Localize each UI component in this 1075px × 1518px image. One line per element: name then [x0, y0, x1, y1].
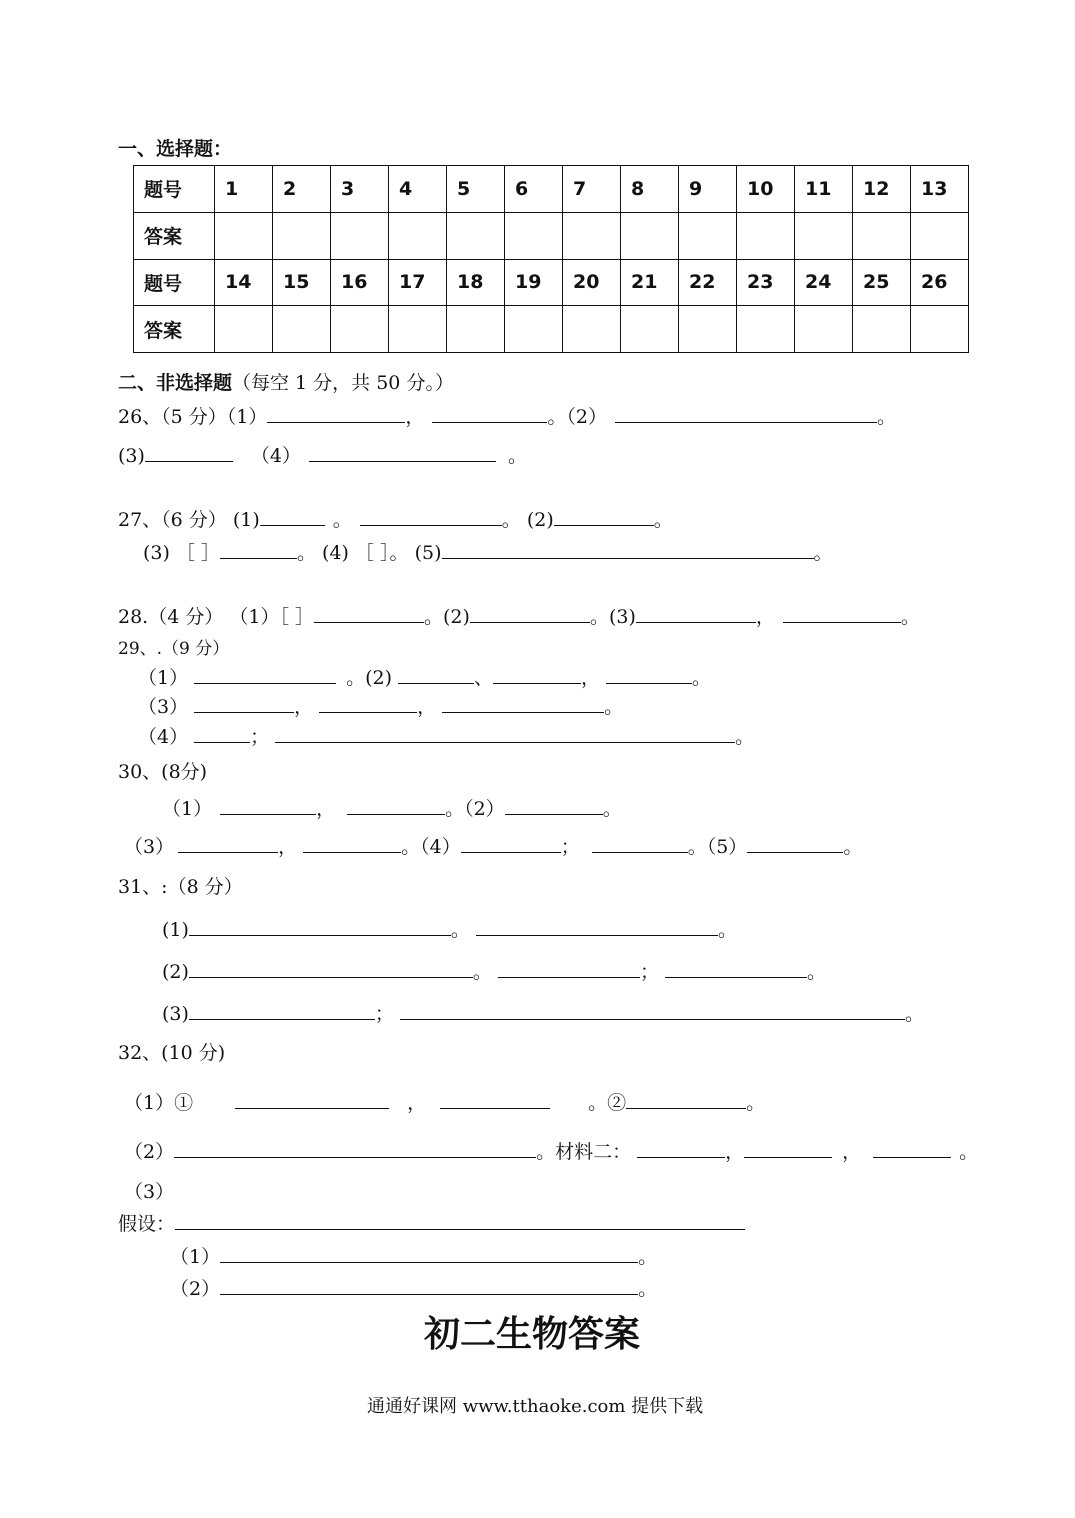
- punct: ，: [581, 667, 601, 689]
- question-30-title: 30、(8分): [118, 761, 208, 783]
- q28-label: 28.（4 分） （1）［ ］: [118, 606, 315, 628]
- answer-blank[interactable]: [260, 509, 325, 526]
- answer-blank[interactable]: [220, 798, 316, 815]
- question-number-cell: 20: [563, 259, 621, 306]
- punct: ，: [405, 406, 425, 428]
- punct: 。(2): [346, 667, 393, 689]
- answer-blank[interactable]: [432, 406, 547, 423]
- answer-label: 答案: [134, 212, 215, 259]
- question-number-cell: 17: [389, 259, 447, 306]
- q32-sub-label: （2）: [170, 1278, 221, 1300]
- q32-sub-label: （1）①: [124, 1092, 194, 1114]
- answer-blank[interactable]: [314, 606, 424, 623]
- punct: ，: [316, 798, 336, 820]
- table-row: [134, 212, 969, 259]
- answer-blank[interactable]: [398, 667, 474, 684]
- answer-cell[interactable]: [679, 306, 737, 353]
- answer-cell[interactable]: [273, 212, 331, 259]
- answer-blank[interactable]: [505, 798, 603, 815]
- q26-label: 26、（5 分）（1）: [118, 406, 268, 428]
- punct: 。: [472, 961, 492, 983]
- answer-cell[interactable]: [563, 306, 621, 353]
- answer-blank[interactable]: [873, 1141, 951, 1158]
- punct: 、: [474, 667, 494, 689]
- answer-cell[interactable]: [215, 306, 273, 353]
- answer-blank[interactable]: [476, 919, 718, 936]
- answer-blank[interactable]: [174, 1141, 536, 1158]
- question-number-cell: 6: [505, 166, 563, 213]
- q29-sub-label: （1）: [138, 667, 189, 689]
- q31-sub-label: (2): [162, 961, 189, 983]
- question-27-line-2: [143, 542, 833, 564]
- table-row: [134, 166, 969, 213]
- punct: 。: [904, 1003, 924, 1025]
- punct: 。(2): [424, 606, 470, 628]
- punct: 。: [813, 542, 833, 564]
- answer-blank[interactable]: [267, 406, 405, 423]
- answer-blank[interactable]: [592, 836, 688, 853]
- punct: ；: [374, 1003, 394, 1025]
- question-number-cell: 22: [679, 259, 737, 306]
- question-27-line-1: [118, 509, 673, 531]
- question-number-cell: 3: [331, 166, 389, 213]
- question-32-line-3: （3）: [124, 1181, 175, 1203]
- answer-blank[interactable]: [319, 696, 417, 713]
- punct: 。: [959, 1141, 979, 1163]
- punct: ；: [639, 961, 659, 983]
- answer-cell[interactable]: [737, 306, 795, 353]
- punct: 。②: [588, 1092, 627, 1114]
- answer-label: 答案: [134, 306, 215, 353]
- punct: 。材料二：: [536, 1141, 632, 1163]
- answer-blank[interactable]: [498, 961, 640, 978]
- answer-blank[interactable]: [360, 509, 502, 526]
- q29-sub-label: （4）: [138, 726, 189, 748]
- answer-blank[interactable]: [442, 696, 604, 713]
- answer-cell[interactable]: [389, 306, 447, 353]
- punct: ，: [407, 1092, 427, 1114]
- q29-sub-label: （3）: [138, 696, 189, 718]
- q30-sub-label: （1）: [162, 798, 213, 820]
- question-number-cell: 11: [795, 166, 853, 213]
- answer-blank[interactable]: [615, 406, 877, 423]
- answer-cell[interactable]: [563, 212, 621, 259]
- question-29-line-2: [138, 696, 623, 718]
- question-number-cell: 14: [215, 259, 273, 306]
- answer-cell[interactable]: [911, 212, 969, 259]
- question-number-cell: 18: [447, 259, 505, 306]
- punct: 。: [717, 919, 737, 941]
- section-1-title: 一、选择题：: [118, 138, 233, 160]
- question-32-line-1: [124, 1092, 765, 1114]
- answer-blank[interactable]: [636, 606, 756, 623]
- answer-cell[interactable]: [853, 306, 911, 353]
- answer-blank[interactable]: [347, 798, 445, 815]
- punct: 。: [638, 1278, 658, 1300]
- answer-blank[interactable]: [309, 445, 496, 462]
- q27-label: 27、（6 分） (1): [118, 509, 260, 531]
- answer-blank[interactable]: [747, 836, 843, 853]
- answer-blank[interactable]: [175, 1213, 745, 1230]
- answer-blank[interactable]: [493, 667, 581, 684]
- section-2-heading: [118, 372, 454, 394]
- question-28-line: [118, 606, 920, 628]
- question-number-cell: 7: [563, 166, 621, 213]
- question-number-cell: 16: [331, 259, 389, 306]
- question-number-cell: 19: [505, 259, 563, 306]
- punct: 。: [843, 836, 863, 858]
- question-number-cell: 9: [679, 166, 737, 213]
- answer-blank[interactable]: [235, 1092, 389, 1109]
- answer-cell[interactable]: [331, 212, 389, 259]
- answer-cell[interactable]: [389, 212, 447, 259]
- punct: ，: [755, 606, 775, 628]
- answer-blank[interactable]: [194, 726, 250, 743]
- answer-blank[interactable]: [440, 1092, 550, 1109]
- punct: 。: [735, 726, 755, 748]
- table-row: [134, 259, 969, 306]
- answer-blank[interactable]: [461, 836, 561, 853]
- q26-sub-label: （4）: [250, 445, 302, 467]
- question-number-cell: 2: [273, 166, 331, 213]
- answer-cell[interactable]: [737, 212, 795, 259]
- table-row: [134, 306, 969, 353]
- answer-blank[interactable]: [178, 836, 278, 853]
- answer-blank[interactable]: [744, 1141, 832, 1158]
- answer-blank[interactable]: [194, 696, 294, 713]
- answer-blank[interactable]: [554, 509, 654, 526]
- answer-cell[interactable]: [621, 306, 679, 353]
- question-number-cell: 23: [737, 259, 795, 306]
- punct: 。: [806, 961, 826, 983]
- punct: 。: [900, 606, 920, 628]
- q32-sub-label: （1）: [170, 1246, 221, 1268]
- answer-blank[interactable]: [606, 667, 692, 684]
- header-label: 题号: [134, 166, 215, 213]
- question-number-cell: 13: [911, 166, 969, 213]
- answer-blank[interactable]: [220, 1246, 638, 1263]
- punct: ；: [560, 836, 580, 858]
- question-number-cell: 15: [273, 259, 331, 306]
- punct: 。（4）: [401, 836, 461, 858]
- answer-cell[interactable]: [853, 212, 911, 259]
- question-32-sub-1: [170, 1246, 657, 1268]
- question-number-cell: 21: [621, 259, 679, 306]
- q31-sub-label: (1): [162, 919, 189, 941]
- question-31-line-1: [162, 919, 737, 941]
- hypothesis-label: 假设：: [118, 1213, 176, 1235]
- question-26-line-2: [118, 445, 527, 467]
- q27-sub-label: 。 (4) ［ ］。 (5): [297, 542, 442, 564]
- answer-cell[interactable]: [505, 212, 563, 259]
- punct: 。: [508, 445, 528, 467]
- header-label: 题号: [134, 259, 215, 306]
- answer-blank[interactable]: [665, 961, 807, 978]
- answer-cell[interactable]: [505, 306, 563, 353]
- answer-blank[interactable]: [145, 445, 233, 462]
- answer-cell[interactable]: [273, 306, 331, 353]
- question-30-line-1: [162, 798, 622, 820]
- punct: 。: [602, 798, 622, 820]
- footer-note: 通通好课网 www.tthaoke.com 提供下载: [367, 1396, 704, 1417]
- q32-sub-label: （2）: [124, 1141, 175, 1163]
- question-number-cell: 10: [737, 166, 795, 213]
- punct: 。: [604, 696, 624, 718]
- punct: ；: [250, 726, 270, 748]
- question-30-line-2: [124, 836, 862, 858]
- question-32-hypothesis: [118, 1213, 745, 1235]
- answer-blank[interactable]: [400, 1003, 905, 1020]
- answer-cell[interactable]: [679, 212, 737, 259]
- question-number-cell: 24: [795, 259, 853, 306]
- punct: 。: [746, 1092, 766, 1114]
- answer-blank[interactable]: [626, 1092, 746, 1109]
- answer-blank[interactable]: [275, 726, 735, 743]
- punct: 。: [450, 919, 470, 941]
- answer-cell[interactable]: [621, 212, 679, 259]
- punct: 。: [653, 509, 673, 531]
- punct: 。（2）: [445, 798, 505, 820]
- answer-blank[interactable]: [189, 919, 451, 936]
- question-26-line-1: [118, 406, 896, 428]
- punct: ，: [842, 1141, 862, 1163]
- question-32-line-2: [124, 1141, 978, 1163]
- punct: ，: [294, 696, 314, 718]
- answer-cell[interactable]: [795, 212, 853, 259]
- punct: 。(3): [589, 606, 636, 628]
- answer-blank[interactable]: [220, 542, 297, 559]
- question-number-cell: 26: [911, 259, 969, 306]
- q27-sub-label: (3) ［ ］: [143, 542, 220, 564]
- answer-cell[interactable]: [215, 212, 273, 259]
- punct: ，: [278, 836, 298, 858]
- punct: 。 (2): [501, 509, 554, 531]
- question-number-cell: 25: [853, 259, 911, 306]
- punct: 。: [692, 667, 712, 689]
- question-number-cell: 1: [215, 166, 273, 213]
- question-29-title: 29、.（9 分）: [118, 639, 230, 659]
- answer-cell[interactable]: [911, 306, 969, 353]
- question-number-cell: 8: [621, 166, 679, 213]
- punct: 。: [332, 509, 352, 531]
- question-32-title: 32、(10 分): [118, 1042, 226, 1064]
- answer-blank[interactable]: [470, 606, 590, 623]
- answer-blank[interactable]: [189, 1003, 375, 1020]
- punct: 。（5）: [687, 836, 748, 858]
- answer-blank[interactable]: [303, 836, 401, 853]
- answer-blank[interactable]: [194, 667, 336, 684]
- question-31-line-3: [162, 1003, 924, 1025]
- answer-blank[interactable]: [220, 1278, 638, 1295]
- question-32-sub-2: [170, 1278, 657, 1300]
- answer-blank[interactable]: [783, 606, 901, 623]
- punct: ，: [417, 696, 437, 718]
- question-29-line-1: [138, 667, 711, 689]
- question-number-cell: 4: [389, 166, 447, 213]
- punct: 。（2）: [547, 406, 608, 428]
- answer-cell[interactable]: [331, 306, 389, 353]
- answer-table: [133, 165, 969, 353]
- q30-sub-label: （3）: [124, 836, 175, 858]
- punct: 。: [877, 406, 897, 428]
- question-31-line-2: [162, 961, 826, 983]
- question-number-cell: 5: [447, 166, 505, 213]
- q26-sub-label: (3): [118, 445, 145, 467]
- q31-sub-label: (3): [162, 1003, 189, 1025]
- section-2-title: 二、非选择题: [118, 372, 233, 394]
- answer-cell[interactable]: [447, 306, 505, 353]
- answer-cell[interactable]: [447, 212, 505, 259]
- answer-blank[interactable]: [189, 961, 473, 978]
- section-2-note: （每空 1 分，共 50 分。）: [232, 372, 454, 394]
- footer-title: 初二生物答案: [424, 1314, 641, 1355]
- question-number-cell: 12: [853, 166, 911, 213]
- punct: 。: [638, 1246, 658, 1268]
- question-29-line-3: [138, 726, 754, 748]
- answer-blank[interactable]: [637, 1141, 725, 1158]
- question-31-title: 31、:（8 分）: [118, 876, 243, 898]
- answer-cell[interactable]: [795, 306, 853, 353]
- punct: ，: [725, 1141, 745, 1163]
- answer-blank[interactable]: [442, 542, 814, 559]
